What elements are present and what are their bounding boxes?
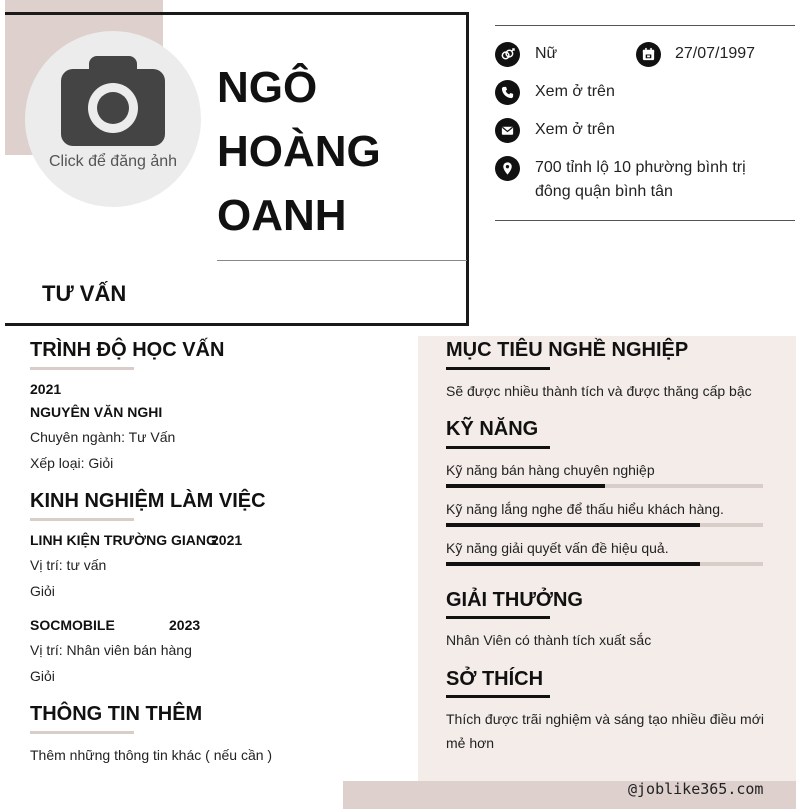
- phone-icon: [495, 80, 520, 105]
- candidate-name[interactable]: [217, 56, 457, 248]
- hobbies-line-2: mẻ hơn: [446, 735, 495, 751]
- education-title: TRÌNH ĐỘ HỌC VẤN: [30, 339, 225, 361]
- experience-title: KINH NGHIỆM LÀM VIỆC: [30, 490, 266, 512]
- skills-rule: [446, 446, 550, 449]
- skill-bar-fill: [446, 484, 605, 488]
- education-major[interactable]: Chuyên ngành: Tư Vấn: [30, 429, 176, 445]
- mail-icon: [495, 118, 520, 143]
- awards-rule: [446, 616, 550, 619]
- phone-value[interactable]: Xem ở trên: [535, 83, 615, 100]
- experience-company[interactable]: SOCMOBILE: [30, 617, 115, 633]
- skill-label[interactable]: Kỹ năng bán hàng chuyên nghiệp: [446, 462, 655, 478]
- experience-year[interactable]: 2021: [211, 532, 243, 548]
- objective-title: MỤC TIÊU NGHỀ NGHIỆP: [446, 339, 689, 361]
- address-value[interactable]: [535, 156, 746, 204]
- education-grade[interactable]: Xếp loại: Giỏi: [30, 455, 114, 471]
- experience-rating[interactable]: Giỏi: [30, 583, 55, 599]
- hobbies-line-1: Thích được trãi nghiệm và sáng tạo nhiều điều mới: [446, 711, 765, 727]
- objective-rule: [446, 367, 550, 370]
- education-year[interactable]: 2021: [30, 381, 62, 397]
- experience-rule: [30, 518, 134, 521]
- additional-rule: [30, 731, 134, 734]
- address-line-1: 700 tỉnh lộ 10 phường bình trị: [535, 159, 746, 176]
- address-line-2: đông quận bình tân: [535, 183, 673, 200]
- contact-divider-top: [495, 25, 795, 26]
- contact-divider-bottom: [495, 220, 795, 221]
- name-line-1: NGÔ: [217, 63, 318, 112]
- gender-value[interactable]: Nữ: [535, 45, 558, 62]
- job-position[interactable]: TƯ VẤN: [42, 281, 127, 306]
- hobbies-title: SỞ THÍCH: [446, 668, 544, 690]
- email-value[interactable]: Xem ở trên: [535, 121, 615, 138]
- skill-bar: [446, 562, 763, 566]
- watermark: @joblike365.com: [628, 780, 764, 798]
- objective-text[interactable]: Sẽ được nhiều thành tích và được thăng cấp bậc: [446, 383, 752, 399]
- hobbies-rule: [446, 695, 550, 698]
- skill-label[interactable]: Kỹ năng lắng nghe để thấu hiểu khách hàng.: [446, 501, 724, 517]
- skills-title: KỸ NĂNG: [446, 418, 539, 440]
- skill-bar-fill: [446, 523, 700, 527]
- skill-label[interactable]: Kỹ năng giải quyết vấn đề hiệu quả.: [446, 540, 669, 556]
- calendar-icon: [636, 42, 661, 67]
- experience-rating[interactable]: Giỏi: [30, 668, 55, 684]
- location-icon: [495, 156, 520, 181]
- awards-text[interactable]: Nhân Viên có thành tích xuất sắc: [446, 632, 652, 648]
- skill-bar: [446, 484, 763, 488]
- name-divider: [217, 260, 467, 261]
- skill-bar: [446, 523, 763, 527]
- skill-bar-fill: [446, 562, 700, 566]
- name-line-2: HOÀNG: [217, 127, 381, 176]
- experience-role[interactable]: Vị trí: Nhân viên bán hàng: [30, 642, 192, 658]
- hobbies-text[interactable]: [446, 711, 776, 751]
- education-rule: [30, 367, 134, 370]
- avatar-caption: Click để đăng ảnh: [48, 153, 178, 170]
- birthday-value[interactable]: 27/07/1997: [675, 45, 756, 62]
- experience-role[interactable]: Vị trí: tư vấn: [30, 557, 107, 573]
- additional-text[interactable]: Thêm những thông tin khác ( nếu cần ): [30, 747, 273, 763]
- education-school[interactable]: NGUYÊN VĂN NGHI: [30, 404, 163, 420]
- name-line-3: OANH: [217, 191, 347, 240]
- additional-title: THÔNG TIN THÊM: [30, 703, 203, 725]
- awards-title: GIẢI THƯỞNG: [446, 589, 583, 611]
- experience-company[interactable]: LINH KIỆN TRƯỜNG GIANG: [30, 532, 217, 548]
- avatar-upload[interactable]: [25, 31, 201, 207]
- experience-year[interactable]: 2023: [169, 617, 201, 633]
- gender-icon: [495, 42, 520, 67]
